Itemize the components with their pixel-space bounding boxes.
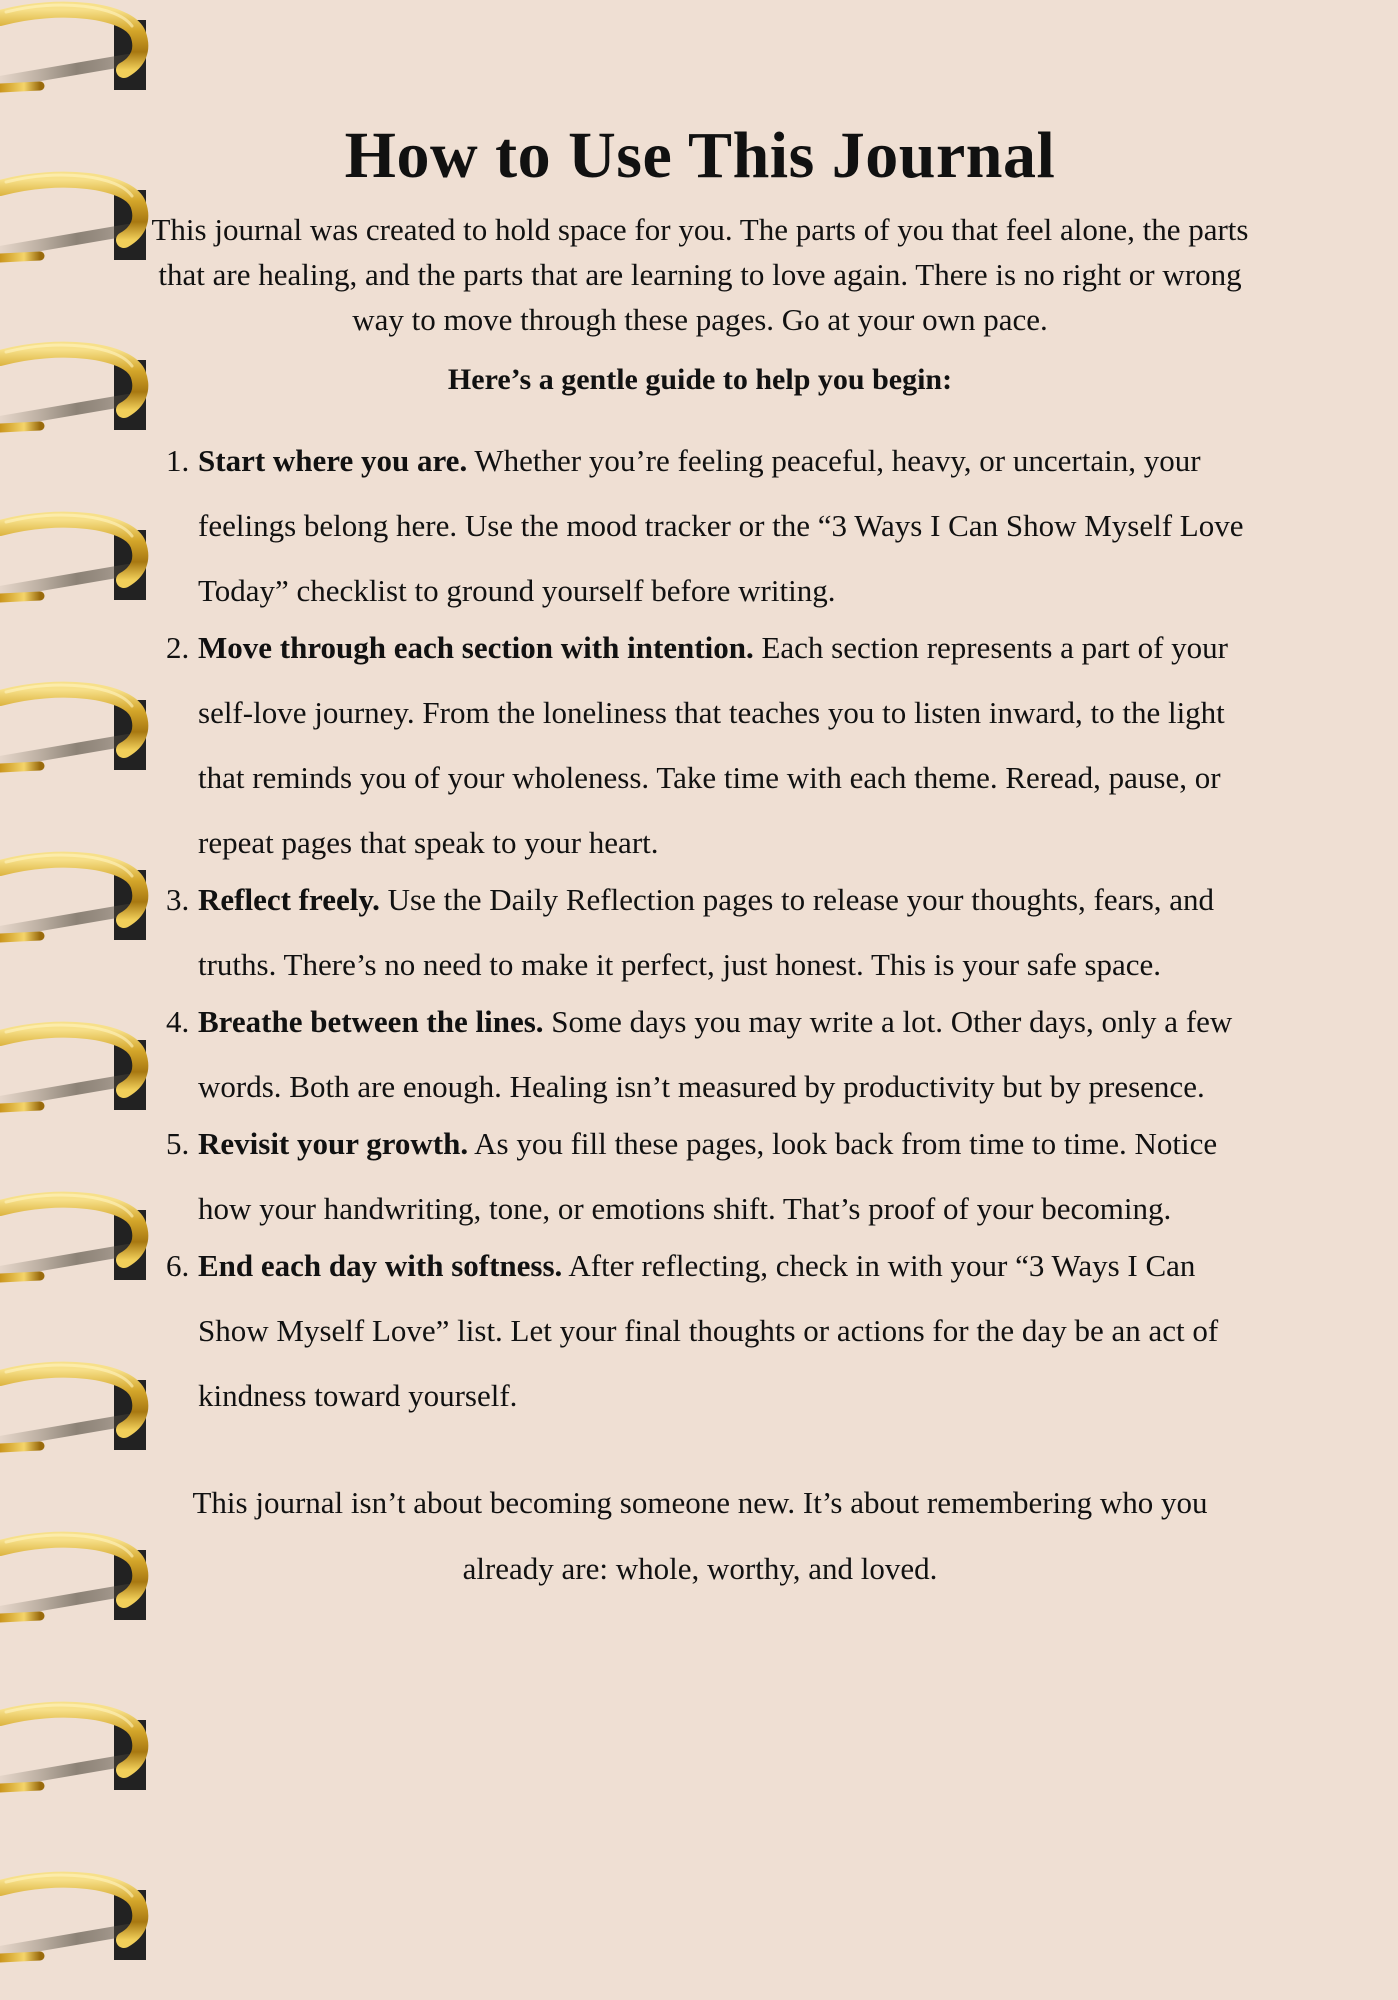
guide-step-2 [150, 615, 1250, 875]
guide-step-1 [150, 428, 1250, 623]
step-text: Some days you may write a lot. Other days, only a few words. Both are enough. Healing isn’t measured by productivity but by presence. [198, 1003, 1233, 1104]
spiral-ring-icon [0, 1705, 146, 1790]
spiral-ring-icon [0, 1025, 146, 1110]
step-lead: Revisit your growth. [198, 1125, 469, 1161]
spiral-ring-icon [0, 515, 146, 600]
step-lead: Start where you are. [198, 442, 468, 478]
step-lead: Reflect freely. [198, 881, 380, 917]
step-number: 3. [166, 881, 190, 917]
intro-paragraph: This journal was created to hold space for you. The parts of you that feel alone, the parts that are healing, and the parts that are learning to love again. There is no right or wrong way to move through these pages. Go at your own pace. [151, 211, 1249, 337]
step-text: Whether you’re feeling peaceful, heavy, or uncertain, your feelings belong here. Use the mood tracker or the “3 Ways I Can Show Myself Love Today” checklist to ground yourself before writing. [198, 442, 1244, 608]
spiral-ring-icon [0, 685, 146, 770]
step-lead: End each day with softness. [198, 1247, 563, 1283]
guide-step-6 [150, 1233, 1250, 1428]
closing-paragraph: This journal isn’t about becoming someone new. It’s about remembering who you already are: whole, worthy, and loved. [192, 1484, 1208, 1586]
spiral-ring-icon [0, 1535, 146, 1620]
step-number: 6. [166, 1247, 190, 1283]
step-number: 1. [166, 442, 190, 478]
spiral-ring-icon [0, 175, 146, 260]
spiral-ring-icon [0, 1195, 146, 1280]
page-title: How to Use This Journal [344, 119, 1056, 192]
step-lead: Move through each section with intention. [198, 629, 754, 665]
guide-step-3 [150, 867, 1250, 997]
spiral-binding [0, 0, 160, 2000]
spiral-ring-icon [0, 1365, 146, 1450]
guide-step-5 [150, 1111, 1250, 1241]
guide-heading: Here’s a gentle guide to help you begin: [447, 362, 953, 396]
guide-steps-list [150, 428, 1250, 1428]
journal-page [150, 120, 1250, 1633]
spiral-ring-icon [0, 345, 146, 430]
step-text: Each section represents a part of your self-love journey. From the loneliness that teaches you to listen inward, to the light that reminds you of your wholeness. Take time with each theme. Reread, pause, or repeat pages that speak to your heart. [198, 629, 1228, 860]
spiral-ring-icon [0, 5, 146, 90]
step-number: 5. [166, 1125, 190, 1161]
guide-step-4 [150, 989, 1250, 1119]
step-lead: Breathe between the lines. [198, 1003, 544, 1039]
step-text: Use the Daily Reflection pages to release your thoughts, fears, and truths. There’s no need to make it perfect, just honest. This is your safe space. [198, 881, 1215, 982]
step-text: After reflecting, check in with your “3 Ways I Can Show Myself Love” list. Let your final thoughts or actions for the day be an act of kindness toward yourself. [198, 1247, 1219, 1413]
spiral-ring-icon [0, 855, 146, 940]
step-text: As you fill these pages, look back from time to time. Notice how your handwriting, tone, or emotions shift. That’s proof of your becoming. [198, 1125, 1218, 1226]
step-number: 4. [166, 1003, 190, 1039]
spiral-ring-icon [0, 1875, 146, 1960]
step-number: 2. [166, 629, 190, 665]
